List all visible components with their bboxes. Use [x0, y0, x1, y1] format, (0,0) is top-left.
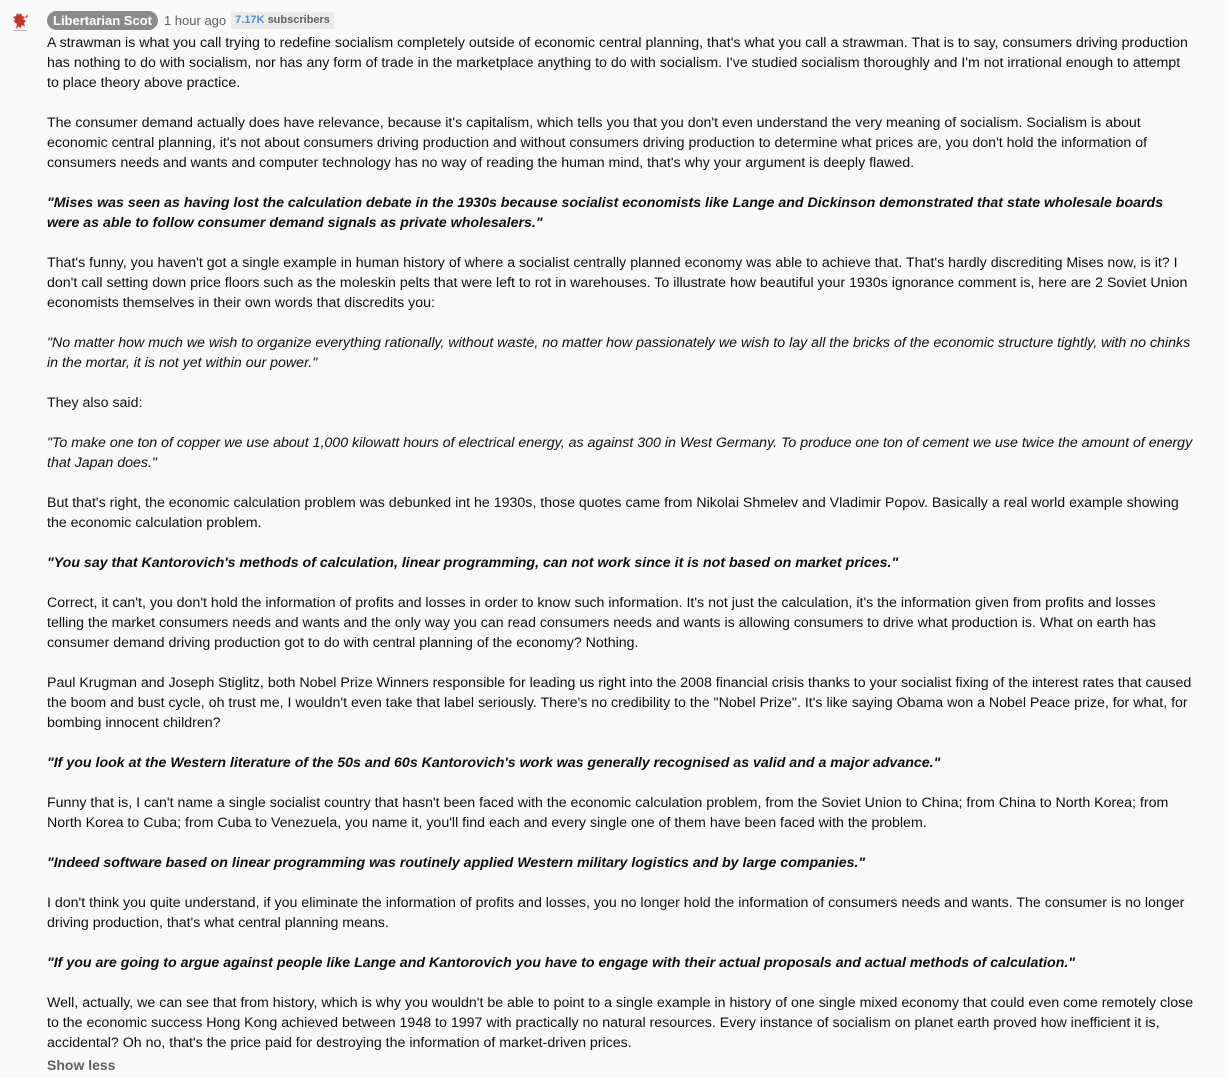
comment-paragraph: But that's right, the economic calculation problem was debunked int he 1930s, those quotes came from Nikolai Shmelev and Vladimir Popov. Basically a real world example showing the economic calculation problem.: [47, 495, 1179, 531]
comment-paragraph: A strawman is what you call trying to redefine socialism completely outside of economic central planning, that's what you call a strawman. That is to say, consumers driving production has nothing to do with socialism, nor has any form of trade in the marketplace anything to do with socialism. I've studied socialism thoroughly and I'm not irrational enough to attempt to place theory above practice.: [47, 35, 1188, 91]
comment-paragraph: They also said:: [47, 395, 143, 411]
red-lion-rampant-icon[interactable]: [10, 10, 30, 32]
quoted-text: "If you look at the Western literature of the 50s and 60s Kantorovich's work was generally recognised as valid and a major advance.": [47, 755, 941, 771]
quoted-text: "You say that Kantorovich's methods of calculation, linear programming, can not work since it is not based on market prices.": [47, 555, 899, 571]
subscriber-badge: [231, 12, 334, 29]
comment-paragraph: Correct, it can't, you don't hold the information of profits and losses in order to know such information. It's not just the calculation, it's the information given from profits and losses telling the market consumers needs and wants and the only way you can read consumers needs and wants is allowing consumers to drive what production is. What on earth has consumer demand driving production got to do with central planning of the economy? Nothing.: [47, 595, 1156, 651]
comment-paragraph: The consumer demand actually does have relevance, because it's capitalism, which tells you that you don't even understand the very meaning of socialism. Socialism is about economic central planning, it's not about consumers driving production and without consumers driving production to determine what prices are, you don't hold the information of consumers needs and wants and computer technology has no way of reading the human mind, that's why your argument is deeply flawed.: [47, 115, 1148, 171]
quoted-text: "If you are going to argue against people like Lange and Kantorovich you have to engage with their actual proposals and actual methods of calculation.": [47, 955, 1076, 971]
author-name-chip[interactable]: Libertarian Scot: [47, 11, 158, 30]
comment-paragraph: Funny that is, I can't name a single socialist country that hasn't been faced with the economic calculation problem, from the Soviet Union to China; from China to North Korea; from North Korea to Cuba; from Cuba to Venezuela, you name it, you'll find each and every single one of them have been faced with the problem.: [47, 795, 1169, 831]
subscriber-label: subscribers: [267, 13, 330, 26]
comment-timestamp[interactable]: 1 hour ago: [163, 12, 227, 28]
comment-body: [47, 33, 1195, 1053]
comment-paragraph: Well, actually, we can see that from history, which is why you wouldn't be able to point to a single example in history of one single mixed economy that could even come remotely close to the economic success Hong Kong achieved between 1948 to 1997 with practically no natural resources. Every instance of socialism on planet earth proved how inefficient it is, accidental? Oh no, that's the price paid for destroying the information of market-driven prices.: [47, 995, 1194, 1051]
quoted-text: "No matter how much we wish to organize everything rationally, without waste, no matter how passionately we wish to lay all the bricks of the economic structure tightly, with no chinks in the mortar, it is not yet within our power.": [47, 335, 1191, 371]
comment-paragraph: That's funny, you haven't got a single example in human history of where a socialist centrally planned economy was able to achieve that. That's hardly discrediting Mises now, is it? I don't call setting down price floors such as the moleskin pelts that were left to rot in warehouses. To illustrate how beautiful your 1930s ignorance comment is, here are 2 Soviet Union economists themselves in their own words that discredits you:: [47, 255, 1188, 311]
comment-paragraph: Paul Krugman and Joseph Stiglitz, both Nobel Prize Winners responsible for leading us right into the 2008 financial crisis thanks to your socialist fixing of the interest rates that caused the boom and bust cycle, oh trust me, I wouldn't even take that label seriously. There's no credibility to the "Nobel Prize". It's like saying Obama won a Nobel Peace prize, for what, for bombing innocent children?: [47, 675, 1192, 731]
comment-paragraph: I don't think you quite understand, if you eliminate the information of profits and losses, you no longer hold the information of consumers needs and wants. The consumer is no longer driving production, that's what central planning means.: [47, 895, 1185, 931]
quoted-text: "Mises was seen as having lost the calculation debate in the 1930s because socialist economists like Lange and Dickinson demonstrated that state wholesale boards were as able to follow consumer demand signals as private wholesalers.": [47, 195, 1164, 231]
subscriber-count: 7.17K: [235, 13, 265, 26]
comment-header: [47, 9, 334, 31]
show-less-button[interactable]: Show less: [47, 1057, 116, 1073]
quoted-text: "To make one ton of copper we use about 1,000 kilowatt hours of electrical energy, as against 300 in West Germany. To produce one ton of cement we use twice the amount of energy that Japan does.": [47, 435, 1193, 471]
quoted-text: "Indeed software based on linear programming was routinely applied Western military logistics and by large companies.": [47, 855, 866, 871]
